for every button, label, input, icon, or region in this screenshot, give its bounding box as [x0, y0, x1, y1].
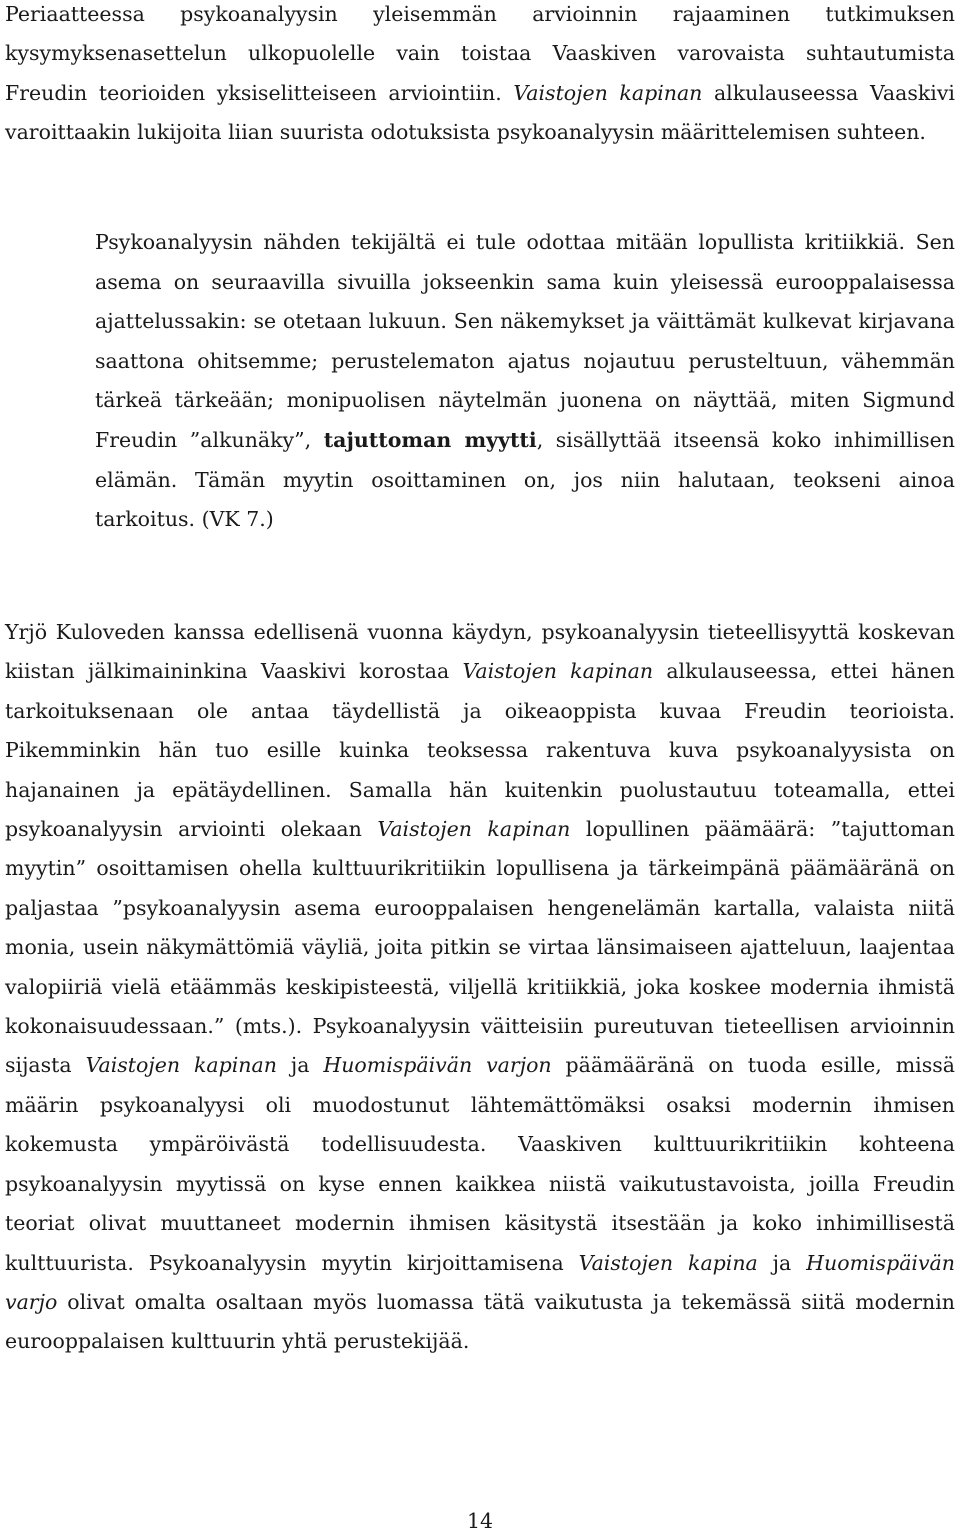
book-title-1: Vaistojen kapinan	[462, 659, 654, 684]
book-title-4: Huomispäivän varjon	[323, 1053, 552, 1078]
paragraph-main-text-2: alkulauseessa, ettei hänen tarkoituksenaan ole antaa täydellistä ja oikeaoppista kuvaa Freudin teorioista. Pikemminkin hän tuo esille kuinka teoksessa rakentuva kuva psykoanalyysista on hajanainen ja epätäydellinen. Samalla hän kuitenkin puolustautuu toteamalla, ettei psykoanalyysin arviointi olekaan	[5, 659, 955, 842]
quote-text-1: Psykoanalyysin nähden tekijältä ei tule odottaa mitään lopullista kritiikkiä. Sen asema on seuraavilla sivuilla jokseenkin sama kuin yleisessä eurooppalaisessa ajattelussakin: se otetaan lukuun. Sen näkemykset ja väittämät kulkevat kirjavana saattona ohitsemme; perustelematon ajatus nojautuu perusteltuun, vähemmän tärkeä tärkeään; monipuolisen näytelmän juonena on näyttää, miten Sigmund Freudin ”alkunäky”,	[95, 230, 955, 452]
paragraph-main-text-4: ja	[276, 1053, 324, 1078]
paragraph-main-text-3: lopullinen päämäärä: ”tajuttoman myytin” osoittamisen ohella kulttuurikritiikin lopullisena ja tärkeimpänä päämääränä on paljastaa ”psykoanalyysin asema eurooppalaisen hengenelämän kartalla, valaista niitä monia, usein näkymättömiä väyliä, joita pitkin se virtaa länsimaiseen ajatteluun, laajentaa valopiiriä vielä etäämmäs keskipisteestä, viljellä kritiikkiä, joka koskee modernia ihmistä kokonaisuudessaan.” (mts.). Psykoanalyysin väitteisiin pureutuvan tieteellisen arvioinnin sijasta	[5, 817, 955, 1078]
book-title-5: Vaistojen kapina	[578, 1250, 758, 1275]
paragraph-main	[5, 613, 955, 1362]
paragraph-main-text-1: Yrjö Kuloveden kanssa edellisenä vuonna käydyn, psykoanalyysin tieteellisyyttä koskevan kiistan jälkimaininkina Vaaskivi korostaa	[5, 620, 955, 684]
book-title-2: Vaistojen kapinan	[377, 817, 571, 842]
paragraph-main-text-6: ja	[757, 1250, 807, 1275]
book-title-3: Vaistojen kapinan	[85, 1053, 277, 1078]
paragraph-main-text-5: päämääränä on tuoda esille, missä määrin psykoanalyysi oli muodostunut lähtemättömäksi osaksi modernin ihmisen kokemusta ympäröivästä todellisuudesta. Vaaskiven kulttuurikritiikin kohteena psykoanalyysin myytissä on kyse ennen kaikkea niistä vaikutustavoista, joilla Freudin teoriat olivat muuttaneet modernin ihmisen käsitystä itsestään ja koko inhimillisestä kulttuurista. Psykoanalyysin myytin kirjoittamisena	[5, 1053, 955, 1275]
book-title-vaistojen-kapinan: Vaistojen kapinan	[513, 80, 703, 105]
block-quote	[95, 223, 955, 540]
quote-text-2: , sisällyttää itseensä koko inhimillisen elämän. Tämän myytin osoittaminen on, jos niin halutaan, teokseni ainoa tarkoitus. (VK 7.)	[95, 427, 955, 532]
paragraph-main-text-7: olivat omalta osaltaan myös luomassa tätä vaikutusta ja tekemässä siitä modernin eurooppalaisen kulttuurin yhtä perustekijää.	[5, 1289, 955, 1354]
paragraph-intro-text-1: Periaatteessa psykoanalyysin yleisemmän arvioinnin rajaaminen tutkimuksen kysymyksenasettelun ulkopuolelle vain toistaa Vaaskiven varovaista suhtautumista Freudin teorioiden yksiselitteiseen arviointiin.	[5, 2, 955, 105]
book-title-6: Huomispäivän varjo	[5, 1250, 955, 1314]
quote-bold-phrase: tajuttoman myytti	[323, 427, 537, 452]
paragraph-intro-text-2: alkulauseessa Vaaskivi varoittaakin lukijoita liian suurista odotuksista psykoanalyysin määrittelemisen suhteen.	[5, 80, 955, 145]
paragraph-intro	[5, 0, 955, 153]
page-number: 14	[466, 1509, 494, 1533]
